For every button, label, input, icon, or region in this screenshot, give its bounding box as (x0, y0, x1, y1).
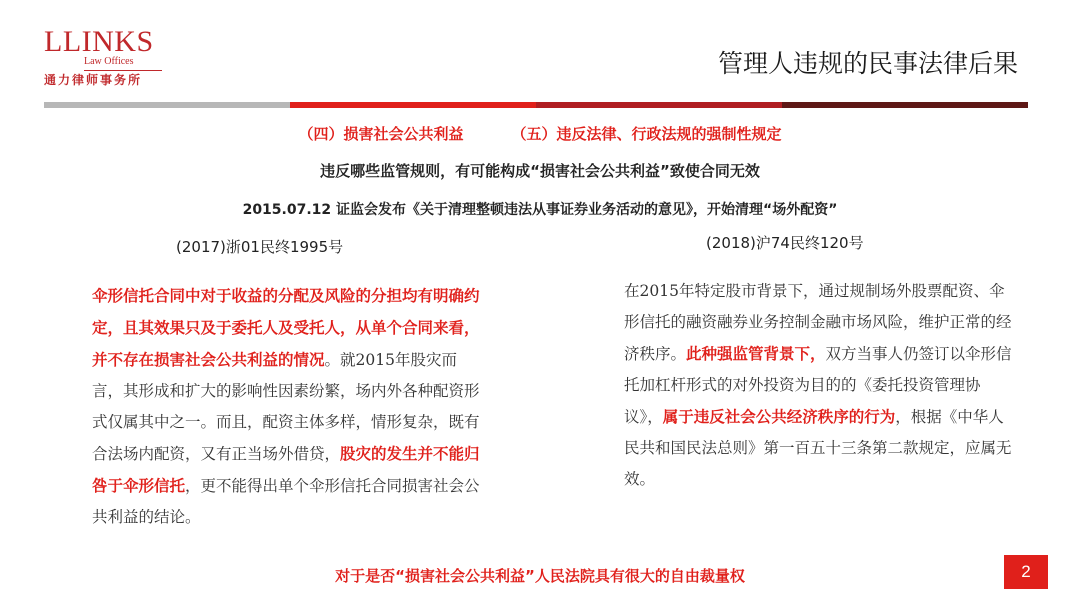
page-number-badge: 2 (1004, 555, 1048, 589)
right-case-paragraph (624, 276, 1014, 495)
right-highlight-2: 属于违反社会公共经济秩序的行为 (662, 407, 896, 426)
header-bar-gray (44, 102, 290, 108)
header-bar-dark-red (536, 102, 782, 108)
section-heading-4: （四）损害社会公共利益 (298, 125, 464, 143)
right-highlight-1: 此种强监管背景下， (686, 344, 826, 363)
llinks-logo (44, 26, 174, 90)
logo-chinese-name: 通力律师事务所 (44, 73, 143, 87)
left-highlight-2: 股灾的发生并不能归咎于伞形信托 (92, 444, 480, 495)
case-number-right: (2018)沪74民终120号 (706, 234, 864, 252)
header-bar-red (290, 102, 536, 108)
left-text-1: 。就2015年股灾而言，其形成和扩大的影响性因素纷繁，场内外各种配资形式仅属其中之一。而且，配资主体多样，情形复杂，既有合法场内配资，又有正当场外借贷， (92, 351, 480, 463)
logo-rule (84, 70, 162, 71)
page-title: 管理人违规的民事法律后果 (717, 49, 1018, 78)
right-text-2: 双方当事人仍签订以伞形信托加杠杆形式的对外投资为目的的《委托投资管理协议》， (624, 345, 1012, 426)
section-headings (0, 124, 1080, 144)
regulatory-notice: 2015.07.12 证监会发布《关于清理整顿违法从事证券业务活动的意见》，开始清理“场外配资” (242, 202, 838, 218)
slide-subtitle: 违反哪些监管规则，有可能构成“损害社会公共利益”致使合同无效 (320, 162, 760, 180)
right-text-3: ，根据《中华人民共和国民法总则》第一百五十三条第二款规定，应属无效。 (624, 408, 1012, 488)
footer-note: 对于是否“损害社会公共利益”人民法院具有很大的自由裁量权 (335, 567, 745, 585)
right-text-1: 在2015年特定股市背景下，通过规制场外股票配资、伞形信托的融资融券业务控制金融市场风险，维护正常的经济秩序。 (624, 282, 1012, 363)
logo-subtitle: Law Offices (84, 56, 134, 67)
section-heading-5: （五）违反法律、行政法规的强制性规定 (511, 125, 782, 143)
left-case-paragraph (92, 280, 482, 533)
left-text-2: ，更不能得出单个伞形信托合同损害社会公共利益的结论。 (92, 477, 480, 526)
left-highlight-1: 伞形信托合同中对于收益的分配及风险的分担均有明确约定，且其效果只及于委托人及受托人，从单个合同来看，并不存在损害社会公共利益的情况 (92, 286, 480, 369)
header-bar-maroon (782, 102, 1028, 108)
case-number-left: (2017)浙01民终1995号 (176, 238, 344, 256)
logo-wordmark: LLINKS (44, 25, 154, 58)
